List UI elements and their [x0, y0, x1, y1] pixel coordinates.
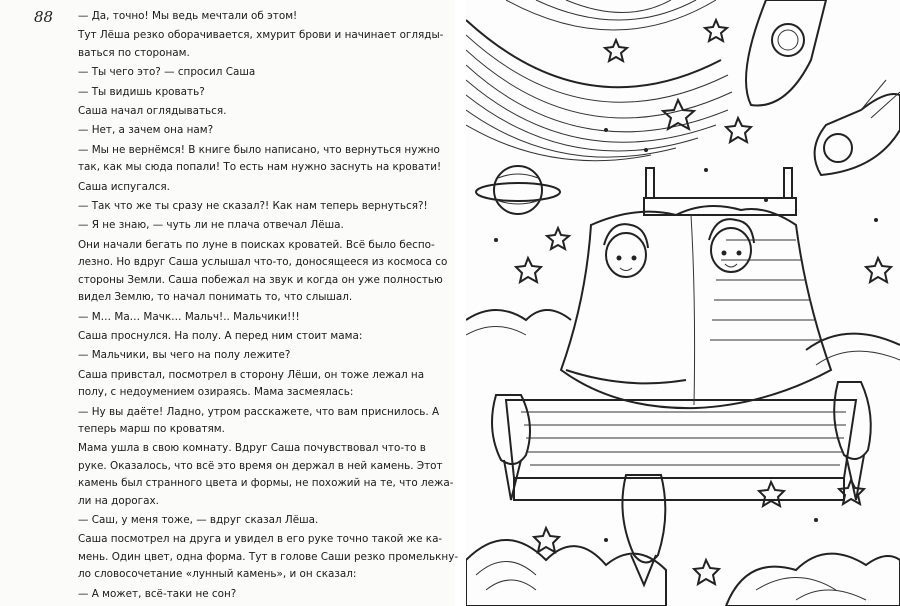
text-line: Саша начал оглядываться.	[78, 105, 227, 118]
text-line: — М… Ма… Мачк… Мальч!.. Мальчики!!!	[78, 310, 300, 323]
text-line: мень. Один цвет, одна форма. Тут в голове Саши резко промелькну-	[78, 550, 459, 563]
small-planet-drawing	[476, 166, 560, 214]
paragraph	[66, 27, 444, 62]
paragraph	[66, 237, 448, 307]
paragraph	[66, 8, 418, 25]
text-line: — Я не знаю, — чуть ли не плача отвечал Лёша.	[78, 219, 344, 232]
text-line: — Ты чего это? — спросил Саша	[78, 66, 256, 79]
text-line: руке. Оказалось, что всё это время он держал в ней камень. Этот	[78, 459, 443, 472]
text-line: Саша посмотрел на друга и увидел в его руке точно такой же ка-	[78, 533, 443, 546]
text-line: — А может, всё-таки не сон?	[78, 587, 237, 600]
text-line: лезно. Но вдруг Саша услышал что-то, доносящееся из космоса со	[78, 256, 448, 269]
paragraph	[66, 198, 428, 215]
text-line: — Мы не вернёмся! В книге было написано, что вернуться нужно	[78, 143, 440, 156]
text-line: — Ты видишь кровать?	[78, 85, 205, 98]
text-line: — Ну вы даёте! Ладно, утром расскажете, что вам приснилось. А	[78, 405, 440, 418]
rocket-drawing-2	[815, 80, 900, 175]
clouds-drawing	[466, 310, 900, 606]
text-line: полу, с недоумением озираясь. Мама засмеялась:	[78, 386, 354, 399]
text-line: видел Землю, то начал понимать то, что слышал.	[78, 291, 353, 304]
boy-face-2	[709, 219, 754, 272]
paragraph	[66, 217, 418, 234]
blanket-drawing	[561, 206, 831, 408]
text-line: так, как мы сюда попали! То есть нам нужно заснуть на кровати!	[78, 161, 442, 174]
story-text	[66, 8, 459, 605]
text-line: — Мальчики, вы чего на полу лежите?	[78, 349, 291, 362]
text-line: Мама ушла в свою комнату. Вдруг Саша почувствовал что-то в	[78, 442, 426, 455]
paragraph	[66, 512, 418, 529]
paragraph	[66, 179, 418, 196]
text-line: ли на дорогах.	[78, 494, 159, 507]
paragraph	[66, 440, 454, 510]
text-line: стороны Земли. Саша побежал на звук и когда он уже полностью	[78, 273, 443, 286]
text-line: ло словосочетание «лунный камень», и он сказал:	[78, 568, 357, 581]
text-line: — Саш, у меня тоже, — вдруг сказал Лёша.	[78, 513, 319, 526]
text-line: ваться по сторонам.	[78, 46, 190, 59]
paragraph	[66, 328, 418, 345]
text-line: Саша проснулся. На полу. А перед ним стоит мама:	[78, 329, 363, 342]
page-number: 88	[34, 8, 54, 26]
paragraph	[66, 103, 418, 120]
paragraph	[66, 309, 418, 326]
text-line: — Нет, а зачем она нам?	[78, 124, 214, 137]
text-line: Они начали бегать по луне в поисках кроватей. Всё было беспо-	[78, 238, 435, 251]
paragraph	[66, 586, 418, 603]
paragraph	[66, 142, 442, 177]
text-line: Саша привстал, посмотрел в сторону Лёши, он тоже лежал на	[78, 368, 425, 381]
text-line: камень был странного цвета и формы, не похожий на те, что лежа-	[78, 477, 454, 490]
paragraph	[66, 367, 425, 402]
bed-drawing	[492, 168, 871, 585]
text-line: теперь марш по кроватям.	[78, 422, 225, 435]
coloring-illustration	[466, 0, 900, 606]
paragraph	[66, 64, 418, 81]
ringed-planet-drawing	[466, 0, 732, 161]
illustration-svg	[466, 0, 900, 606]
paragraph	[66, 347, 418, 364]
paragraph	[66, 404, 440, 439]
boy-face-1	[604, 224, 648, 277]
text-line: — Так что же ты сразу не сказал?! Как нам теперь вернуться?!	[78, 200, 428, 213]
rocket-drawing-1	[746, 0, 826, 105]
text-line: — Да, точно! Мы ведь мечтали об этом!	[78, 10, 298, 22]
paragraph	[66, 531, 459, 583]
text-line: Саша испугался.	[78, 180, 170, 193]
paragraph	[66, 84, 418, 101]
text-line: Тут Лёша резко оборачивается, хмурит брови и начинает огляды-	[78, 29, 444, 42]
paragraph	[66, 122, 418, 139]
